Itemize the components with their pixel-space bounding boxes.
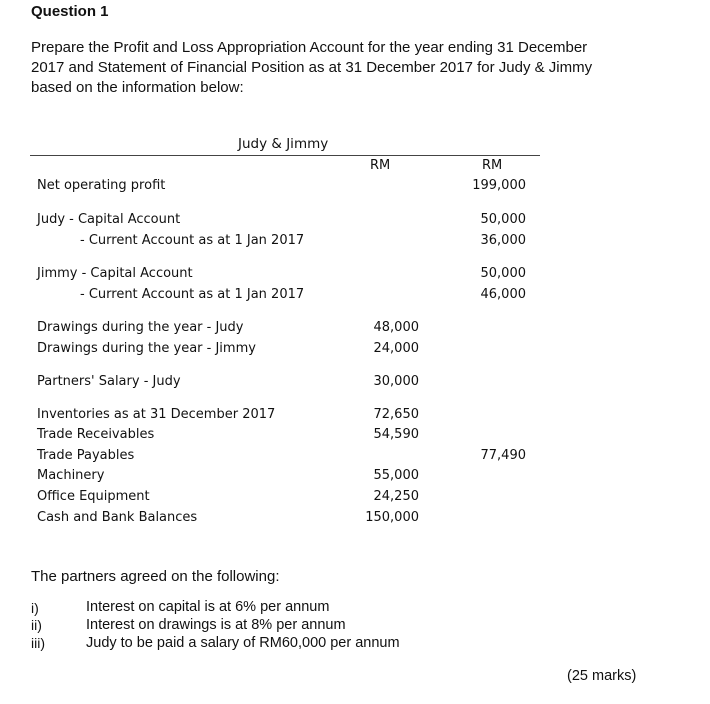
marks-label: (25 marks) (567, 668, 637, 684)
table-header-rule (30, 155, 540, 156)
list-text: Interest on capital is at 6% per annum (86, 599, 330, 615)
row-label: Partners' Salary - Judy (37, 374, 181, 389)
list-numeral: iii) (31, 635, 45, 651)
row-label: Machinery (37, 468, 105, 483)
intro-line: based on the information below: (31, 79, 244, 96)
row-label: - Current Account as at 1 Jan 2017 (80, 233, 305, 248)
row-col2: 46,000 (480, 287, 526, 302)
agreement-heading: The partners agreed on the following: (31, 568, 280, 585)
row-col2: 50,000 (480, 266, 526, 281)
row-col2: 36,000 (480, 233, 526, 248)
row-col1: 48,000 (373, 320, 419, 335)
list-numeral: i) (31, 600, 39, 616)
row-label: Drawings during the year - Jimmy (37, 341, 256, 356)
row-col1: 24,000 (373, 341, 419, 356)
row-label: Judy - Capital Account (37, 212, 181, 227)
row-label: Office Equipment (37, 489, 150, 504)
row-label: Inventories as at 31 December 2017 (37, 407, 276, 422)
question-intro (31, 38, 592, 98)
intro-line: 2017 and Statement of Financial Position as at 31 December 2017 for Judy & Jimmy (31, 59, 593, 76)
row-label: Drawings during the year - Judy (37, 320, 244, 335)
list-text: Interest on drawings is at 8% per annum (86, 617, 346, 633)
row-label: Net operating profit (37, 178, 166, 193)
row-col1: 24,250 (373, 489, 419, 504)
row-label: Jimmy - Capital Account (37, 266, 193, 281)
question-title: Question 1 (31, 3, 109, 20)
row-label: Trade Payables (37, 448, 135, 463)
row-col2: 50,000 (480, 212, 526, 227)
row-col1: 54,590 (373, 427, 419, 442)
col1-header: RM (370, 158, 391, 173)
row-col1: 55,000 (373, 468, 419, 483)
table-title: Judy & Jimmy (238, 136, 329, 152)
col2-header: RM (482, 158, 503, 173)
row-col2: 199,000 (472, 178, 526, 193)
list-text: Judy to be paid a salary of RM60,000 per annum (86, 635, 400, 651)
row-label: Trade Receivables (37, 427, 155, 442)
list-numeral: ii) (31, 617, 42, 633)
row-label: Cash and Bank Balances (37, 510, 198, 525)
row-col2: 77,490 (480, 448, 526, 463)
row-col1: 30,000 (373, 374, 419, 389)
row-label: - Current Account as at 1 Jan 2017 (80, 287, 305, 302)
intro-line: Prepare the Profit and Loss Appropriation Account for the year ending 31 December (31, 39, 588, 56)
row-col1: 150,000 (365, 510, 419, 525)
row-col1: 72,650 (373, 407, 419, 422)
